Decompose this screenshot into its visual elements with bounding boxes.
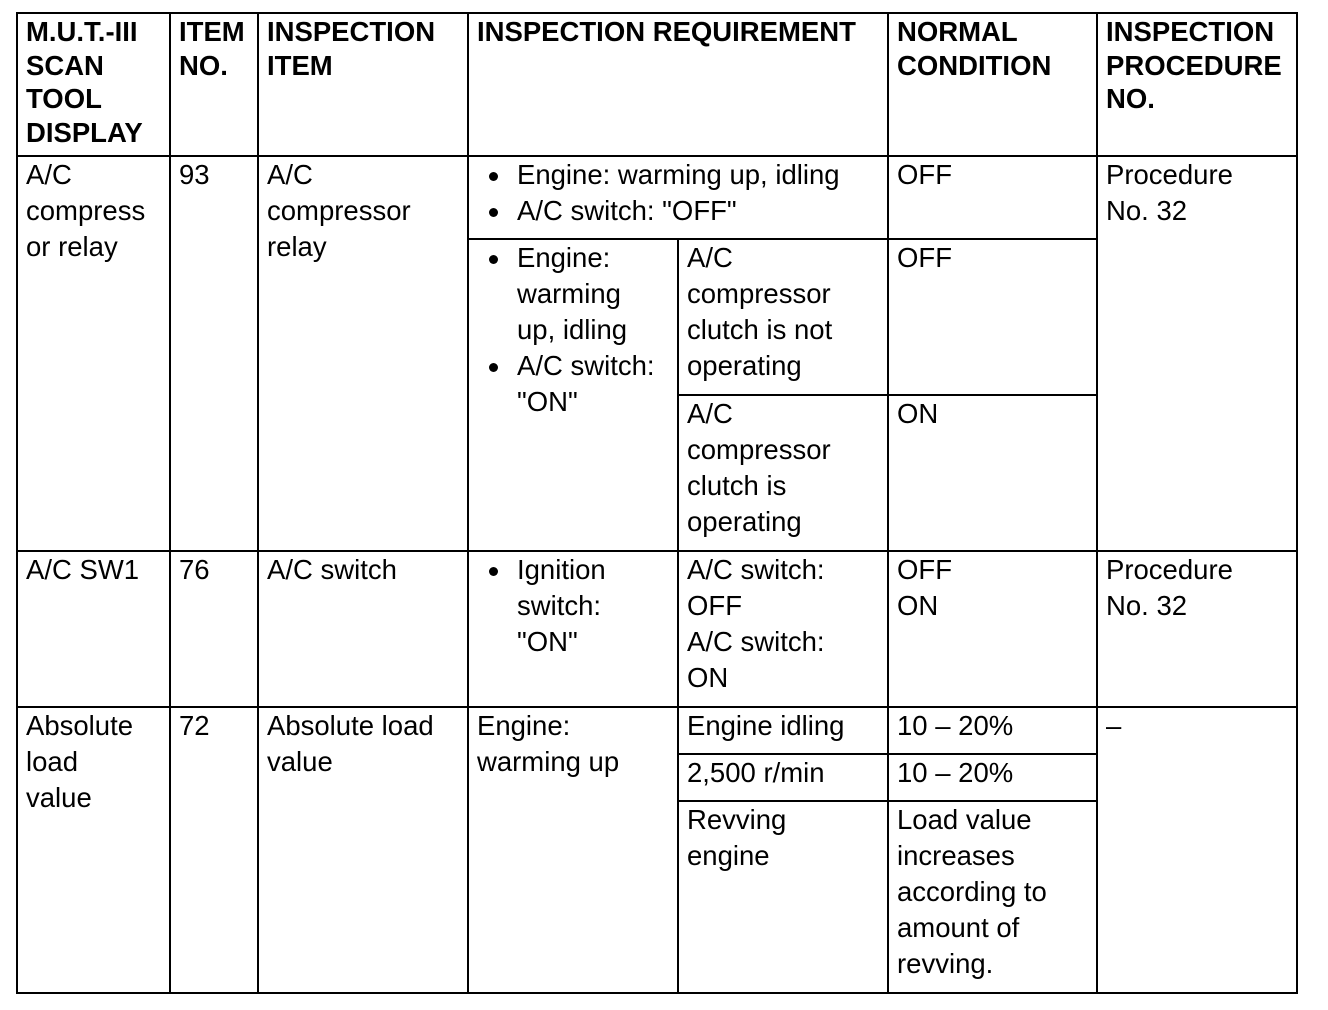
ac-relay-requirement-on [468, 239, 678, 551]
ac-sw-condition: OFF ON [888, 551, 1097, 707]
ac-relay-condition-2: OFF [888, 239, 1097, 395]
abs-load-requirement: Engine: warming up [468, 707, 678, 993]
ac-relay-condition-1: OFF [888, 156, 1097, 239]
ac-relay-requirement-off [468, 156, 888, 239]
table-row [17, 551, 1297, 707]
ac-sw-requirement [468, 551, 678, 707]
header-scan-tool-display: M.U.T.-III SCAN TOOL DISPLAY [17, 13, 170, 156]
abs-load-item-no: 72 [170, 707, 258, 993]
inspection-table [16, 12, 1298, 994]
bullet-item: Engine: warming up, idling [477, 157, 883, 193]
abs-load-condition-3: Load value increases according to amount of revving. [888, 801, 1097, 993]
bullet-item: A/C switch: "ON" [477, 348, 673, 420]
abs-load-sub-idling: Engine idling [678, 707, 888, 754]
abs-load-sub-revving: Revving engine [678, 801, 888, 993]
ac-relay-condition-3: ON [888, 395, 1097, 551]
ac-sw-item-no: 76 [170, 551, 258, 707]
ac-relay-item-no: 93 [170, 156, 258, 551]
abs-load-condition-2: 10 – 20% [888, 754, 1097, 801]
ac-relay-sub-operating: A/C compressor clutch is operating [678, 395, 888, 551]
header-item-no: ITEM NO. [170, 13, 258, 156]
bullet-item: Engine: warming up, idling [477, 240, 673, 348]
header-normal-condition: NORMAL CONDITION [888, 13, 1097, 156]
ac-sw-display-cell: A/C SW1 [17, 551, 170, 707]
table-row [17, 707, 1297, 754]
header-inspection-procedure: INSPECTION PROCEDURE NO. [1097, 13, 1297, 156]
header-row [17, 13, 1297, 156]
abs-load-procedure: – [1097, 707, 1297, 993]
ac-relay-item: A/C compressor relay [258, 156, 468, 551]
abs-load-sub-2500: 2,500 r/min [678, 754, 888, 801]
ac-relay-procedure: Procedure No. 32 [1097, 156, 1297, 551]
abs-load-item: Absolute load value [258, 707, 468, 993]
ac-relay-display-cell: A/C compress or relay [17, 156, 170, 551]
bullet-item: Ignition switch: "ON" [477, 552, 673, 660]
ac-sw-item: A/C switch [258, 551, 468, 707]
header-inspection-requirement: INSPECTION REQUIREMENT [468, 13, 888, 156]
bullet-item: A/C switch: "OFF" [477, 193, 883, 229]
ac-sw-sub-condition: A/C switch: OFF A/C switch: ON [678, 551, 888, 707]
abs-load-display-cell: Absolute load value [17, 707, 170, 993]
ac-relay-sub-not-operating: A/C compressor clutch is not operating [678, 239, 888, 395]
abs-load-condition-1: 10 – 20% [888, 707, 1097, 754]
table-row [17, 156, 1297, 239]
header-inspection-item: INSPECTION ITEM [258, 13, 468, 156]
ac-sw-procedure: Procedure No. 32 [1097, 551, 1297, 707]
